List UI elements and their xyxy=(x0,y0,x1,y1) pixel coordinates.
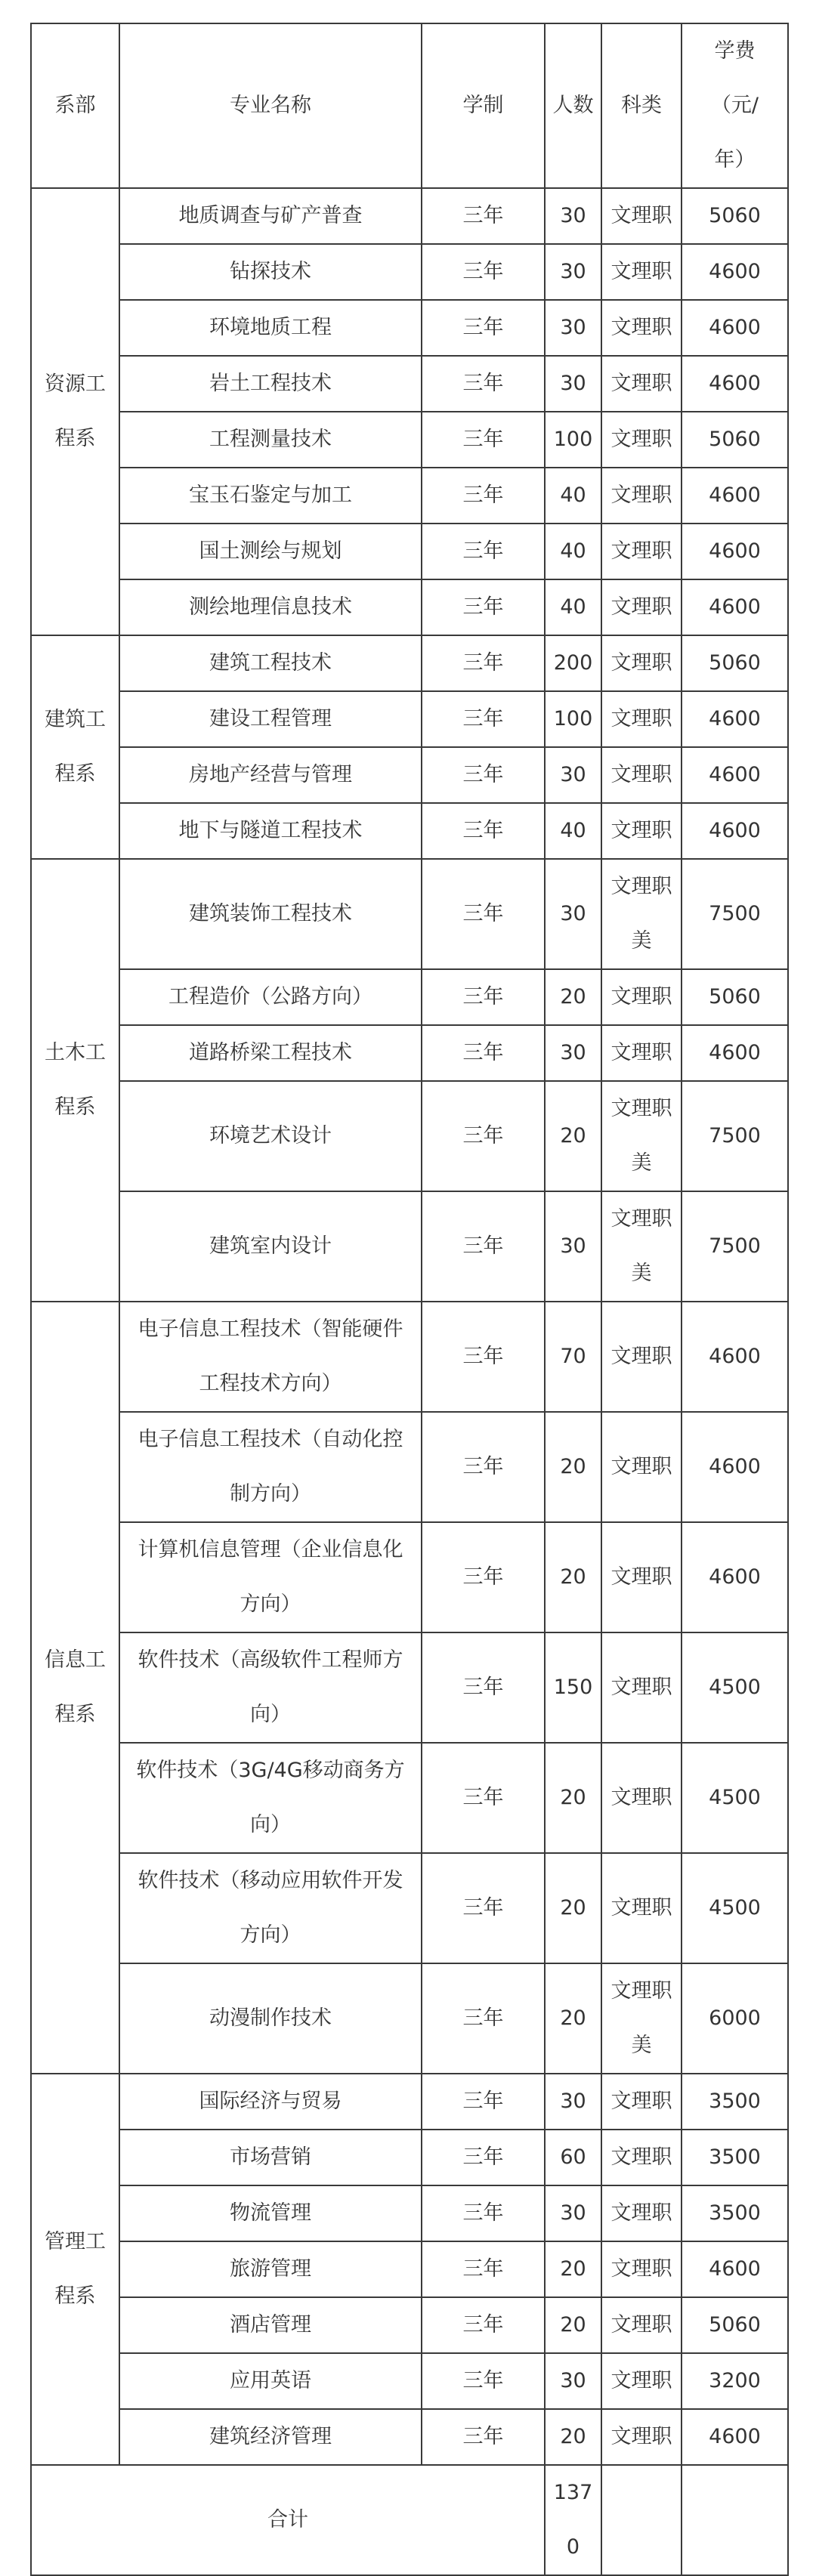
category-cell: 文理职 xyxy=(601,2185,682,2241)
major-cell: 电子信息工程技术（自动化控制方向） xyxy=(119,1412,422,1522)
category-cell: 文理职美 xyxy=(601,1963,682,2074)
table-row xyxy=(31,300,788,356)
header-count: 人数 xyxy=(545,23,601,188)
fee-cell: 4600 xyxy=(682,524,788,579)
fee-cell: 3500 xyxy=(682,2130,788,2185)
table-row xyxy=(31,635,788,691)
table-row xyxy=(31,2074,788,2130)
table-row xyxy=(31,2297,788,2353)
category-cell: 文理职 xyxy=(601,579,682,635)
table-row xyxy=(31,468,788,524)
fee-cell: 5060 xyxy=(682,2297,788,2353)
total-row xyxy=(31,2465,788,2575)
major-cell: 岩土工程技术 xyxy=(119,356,422,412)
major-cell: 建筑室内设计 xyxy=(119,1191,422,1302)
duration-cell: 三年 xyxy=(422,2409,545,2465)
count-cell: 200 xyxy=(545,635,601,691)
table-row xyxy=(31,691,788,747)
count-cell: 20 xyxy=(545,1743,601,1853)
count-cell: 30 xyxy=(545,1191,601,1302)
count-cell: 30 xyxy=(545,300,601,356)
total-empty-cell xyxy=(601,2465,682,2575)
table-row xyxy=(31,1191,788,1302)
major-cell: 地质调查与矿产普查 xyxy=(119,188,422,244)
duration-cell: 三年 xyxy=(422,859,545,969)
category-cell: 文理职 xyxy=(601,2297,682,2353)
duration-cell: 三年 xyxy=(422,300,545,356)
count-cell: 20 xyxy=(545,969,601,1025)
major-cell: 环境艺术设计 xyxy=(119,1081,422,1191)
count-cell: 100 xyxy=(545,691,601,747)
category-cell: 文理职美 xyxy=(601,1081,682,1191)
count-cell: 30 xyxy=(545,747,601,803)
fee-cell: 4600 xyxy=(682,468,788,524)
department-cell: 信息工程系 xyxy=(31,1302,119,2074)
table-row xyxy=(31,2185,788,2241)
fee-cell: 6000 xyxy=(682,1963,788,2074)
major-cell: 电子信息工程技术（智能硬件工程技术方向） xyxy=(119,1302,422,1412)
major-cell: 计算机信息管理（企业信息化方向） xyxy=(119,1522,422,1632)
table-row xyxy=(31,412,788,468)
duration-cell: 三年 xyxy=(422,1302,545,1412)
duration-cell: 三年 xyxy=(422,244,545,300)
fee-cell: 3200 xyxy=(682,2353,788,2409)
major-cell: 房地产经营与管理 xyxy=(119,747,422,803)
major-cell: 建筑经济管理 xyxy=(119,2409,422,2465)
category-cell: 文理职 xyxy=(601,356,682,412)
category-cell: 文理职 xyxy=(601,1412,682,1522)
major-cell: 物流管理 xyxy=(119,2185,422,2241)
count-cell: 30 xyxy=(545,2353,601,2409)
table-row xyxy=(31,1302,788,1412)
duration-cell: 三年 xyxy=(422,803,545,859)
major-cell: 动漫制作技术 xyxy=(119,1963,422,2074)
duration-cell: 三年 xyxy=(422,969,545,1025)
category-cell: 文理职 xyxy=(601,1632,682,1743)
major-cell: 旅游管理 xyxy=(119,2241,422,2297)
duration-cell: 三年 xyxy=(422,2130,545,2185)
header-duration: 学制 xyxy=(422,23,545,188)
fee-cell: 4600 xyxy=(682,1412,788,1522)
table-row xyxy=(31,524,788,579)
count-cell: 40 xyxy=(545,579,601,635)
table-row xyxy=(31,244,788,300)
count-cell: 70 xyxy=(545,1302,601,1412)
table-row xyxy=(31,356,788,412)
major-cell: 道路桥梁工程技术 xyxy=(119,1025,422,1081)
fee-cell: 4600 xyxy=(682,747,788,803)
major-cell: 工程造价（公路方向） xyxy=(119,969,422,1025)
major-cell: 应用英语 xyxy=(119,2353,422,2409)
duration-cell: 三年 xyxy=(422,1081,545,1191)
table-row xyxy=(31,2130,788,2185)
fee-cell: 5060 xyxy=(682,969,788,1025)
fee-cell: 4600 xyxy=(682,803,788,859)
count-cell: 100 xyxy=(545,412,601,468)
table-row xyxy=(31,1853,788,1963)
duration-cell: 三年 xyxy=(422,2353,545,2409)
duration-cell: 三年 xyxy=(422,1025,545,1081)
duration-cell: 三年 xyxy=(422,524,545,579)
table-row xyxy=(31,2409,788,2465)
category-cell: 文理职 xyxy=(601,969,682,1025)
major-cell: 地下与隧道工程技术 xyxy=(119,803,422,859)
count-cell: 60 xyxy=(545,2130,601,2185)
count-cell: 20 xyxy=(545,2297,601,2353)
major-cell: 建筑工程技术 xyxy=(119,635,422,691)
category-cell: 文理职美 xyxy=(601,859,682,969)
duration-cell: 三年 xyxy=(422,356,545,412)
major-cell: 建筑装饰工程技术 xyxy=(119,859,422,969)
fee-cell: 4600 xyxy=(682,1302,788,1412)
table-row xyxy=(31,1632,788,1743)
header-row xyxy=(31,23,788,188)
department-cell: 资源工程系 xyxy=(31,188,119,635)
count-cell: 30 xyxy=(545,1025,601,1081)
category-cell: 文理职 xyxy=(601,244,682,300)
count-cell: 20 xyxy=(545,1522,601,1632)
category-cell: 文理职 xyxy=(601,300,682,356)
total-count: 1370 xyxy=(545,2465,601,2575)
fee-cell: 5060 xyxy=(682,188,788,244)
count-cell: 20 xyxy=(545,1963,601,2074)
fee-cell: 4600 xyxy=(682,2409,788,2465)
duration-cell: 三年 xyxy=(422,188,545,244)
category-cell: 文理职 xyxy=(601,803,682,859)
duration-cell: 三年 xyxy=(422,1963,545,2074)
duration-cell: 三年 xyxy=(422,1522,545,1632)
duration-cell: 三年 xyxy=(422,1853,545,1963)
count-cell: 40 xyxy=(545,524,601,579)
count-cell: 40 xyxy=(545,803,601,859)
count-cell: 30 xyxy=(545,188,601,244)
duration-cell: 三年 xyxy=(422,2074,545,2130)
major-cell: 环境地质工程 xyxy=(119,300,422,356)
header-major: 专业名称 xyxy=(119,23,422,188)
table-row xyxy=(31,2241,788,2297)
duration-cell: 三年 xyxy=(422,468,545,524)
table-row xyxy=(31,1963,788,2074)
fee-cell: 4600 xyxy=(682,1025,788,1081)
count-cell: 30 xyxy=(545,859,601,969)
duration-cell: 三年 xyxy=(422,412,545,468)
fee-cell: 4600 xyxy=(682,1522,788,1632)
category-cell: 文理职 xyxy=(601,468,682,524)
table-row xyxy=(31,579,788,635)
fee-cell: 4500 xyxy=(682,1853,788,1963)
count-cell: 30 xyxy=(545,244,601,300)
category-cell: 文理职 xyxy=(601,1025,682,1081)
count-cell: 30 xyxy=(545,2074,601,2130)
category-cell: 文理职 xyxy=(601,1853,682,1963)
category-cell: 文理职 xyxy=(601,1522,682,1632)
category-cell: 文理职 xyxy=(601,1302,682,1412)
category-cell: 文理职美 xyxy=(601,1191,682,1302)
department-cell: 管理工程系 xyxy=(31,2074,119,2465)
category-cell: 文理职 xyxy=(601,1743,682,1853)
table-row xyxy=(31,803,788,859)
category-cell: 文理职 xyxy=(601,188,682,244)
count-cell: 30 xyxy=(545,2185,601,2241)
major-cell: 国土测绘与规划 xyxy=(119,524,422,579)
category-cell: 文理职 xyxy=(601,524,682,579)
table-row xyxy=(31,1743,788,1853)
major-cell: 工程测量技术 xyxy=(119,412,422,468)
major-cell: 国际经济与贸易 xyxy=(119,2074,422,2130)
category-cell: 文理职 xyxy=(601,747,682,803)
major-cell: 钻探技术 xyxy=(119,244,422,300)
count-cell: 40 xyxy=(545,468,601,524)
duration-cell: 三年 xyxy=(422,1412,545,1522)
major-cell: 软件技术（移动应用软件开发方向） xyxy=(119,1853,422,1963)
fee-cell: 4600 xyxy=(682,2241,788,2297)
table-row xyxy=(31,1522,788,1632)
category-cell: 文理职 xyxy=(601,2353,682,2409)
total-empty-cell xyxy=(682,2465,788,2575)
count-cell: 20 xyxy=(545,1853,601,1963)
category-cell: 文理职 xyxy=(601,691,682,747)
duration-cell: 三年 xyxy=(422,635,545,691)
total-label: 合计 xyxy=(31,2465,545,2575)
duration-cell: 三年 xyxy=(422,2241,545,2297)
fee-cell: 7500 xyxy=(682,859,788,969)
duration-cell: 三年 xyxy=(422,1191,545,1302)
major-cell: 市场营销 xyxy=(119,2130,422,2185)
fee-cell: 4500 xyxy=(682,1743,788,1853)
fee-cell: 4500 xyxy=(682,1632,788,1743)
category-cell: 文理职 xyxy=(601,2409,682,2465)
fee-cell: 7500 xyxy=(682,1081,788,1191)
table-row xyxy=(31,188,788,244)
count-cell: 20 xyxy=(545,1081,601,1191)
fee-cell: 4600 xyxy=(682,300,788,356)
count-cell: 150 xyxy=(545,1632,601,1743)
department-cell: 土木工程系 xyxy=(31,859,119,1302)
category-cell: 文理职 xyxy=(601,2241,682,2297)
count-cell: 20 xyxy=(545,2241,601,2297)
duration-cell: 三年 xyxy=(422,579,545,635)
table-row xyxy=(31,859,788,969)
category-cell: 文理职 xyxy=(601,635,682,691)
table-row xyxy=(31,1025,788,1081)
enrollment-table xyxy=(30,23,789,2576)
fee-cell: 4600 xyxy=(682,579,788,635)
category-cell: 文理职 xyxy=(601,412,682,468)
header-dept: 系部 xyxy=(31,23,119,188)
major-cell: 软件技术（3G/4G移动商务方向） xyxy=(119,1743,422,1853)
duration-cell: 三年 xyxy=(422,1743,545,1853)
category-cell: 文理职 xyxy=(601,2074,682,2130)
fee-cell: 5060 xyxy=(682,635,788,691)
major-cell: 建设工程管理 xyxy=(119,691,422,747)
table-row xyxy=(31,2353,788,2409)
duration-cell: 三年 xyxy=(422,1632,545,1743)
table-row xyxy=(31,969,788,1025)
header-category: 科类 xyxy=(601,23,682,188)
count-cell: 20 xyxy=(545,2409,601,2465)
fee-cell: 4600 xyxy=(682,691,788,747)
department-cell: 建筑工程系 xyxy=(31,635,119,859)
major-cell: 酒店管理 xyxy=(119,2297,422,2353)
fee-cell: 5060 xyxy=(682,412,788,468)
category-cell: 文理职 xyxy=(601,2130,682,2185)
table-row xyxy=(31,747,788,803)
duration-cell: 三年 xyxy=(422,691,545,747)
table-row xyxy=(31,1412,788,1522)
fee-cell: 4600 xyxy=(682,356,788,412)
fee-cell: 3500 xyxy=(682,2074,788,2130)
fee-cell: 7500 xyxy=(682,1191,788,1302)
duration-cell: 三年 xyxy=(422,2297,545,2353)
count-cell: 30 xyxy=(545,356,601,412)
fee-cell: 3500 xyxy=(682,2185,788,2241)
major-cell: 软件技术（高级软件工程师方向） xyxy=(119,1632,422,1743)
count-cell: 20 xyxy=(545,1412,601,1522)
major-cell: 宝玉石鉴定与加工 xyxy=(119,468,422,524)
duration-cell: 三年 xyxy=(422,2185,545,2241)
major-cell: 测绘地理信息技术 xyxy=(119,579,422,635)
header-fee: 学费（元/年） xyxy=(682,23,788,188)
duration-cell: 三年 xyxy=(422,747,545,803)
table-row xyxy=(31,1081,788,1191)
fee-cell: 4600 xyxy=(682,244,788,300)
